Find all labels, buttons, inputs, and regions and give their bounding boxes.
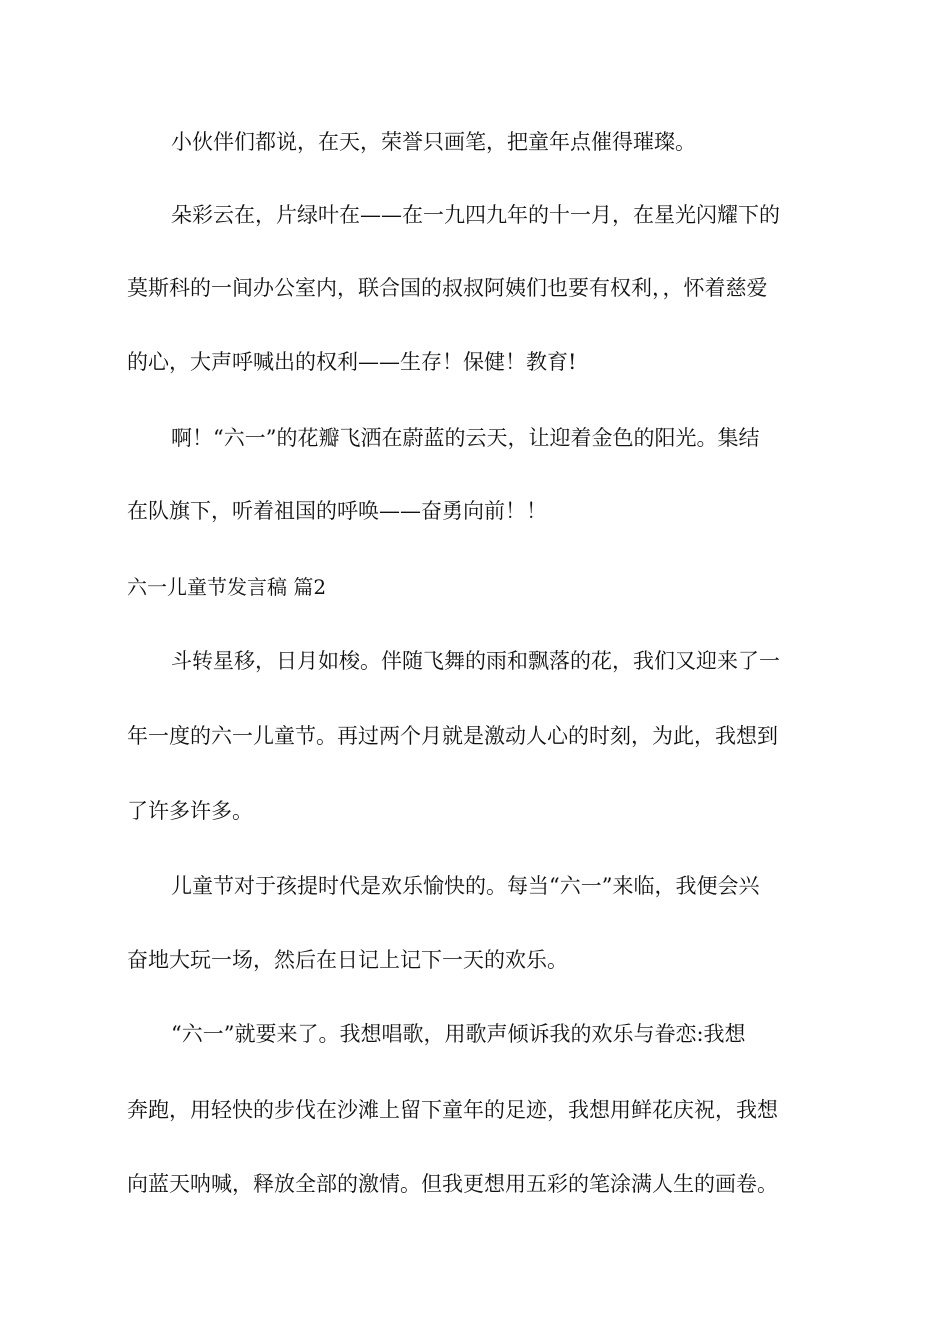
paragraph-line: 儿童节对于孩提时代是欢乐愉快的。每当“六一”来临，我便会兴: [171, 874, 760, 898]
paragraph-line: 小伙伴们都说，在天，荣誉只画笔，把童年点催得璀璨。: [171, 130, 696, 154]
paragraph-line: 斗转星移，日月如梭。伴随飞舞的雨和飘落的花，我们又迎来了一: [171, 649, 780, 673]
paragraph-line: 向蓝天呐喊，释放全部的激情。但我更想用五彩的笔涂满人生的画卷。: [127, 1172, 778, 1196]
paragraph-line: 了许多许多。: [127, 799, 253, 823]
paragraph-line: 在队旗下，听着祖国的呼唤——奋勇向前！！: [127, 499, 547, 523]
paragraph-line: 莫斯科的一间办公室内，联合国的叔叔阿姨们也要有权利，，怀着慈爱: [127, 276, 768, 300]
paragraph-line: 年一度的六一儿童节。再过两个月就是激动人心的时刻，为此，我想到: [127, 724, 778, 748]
paragraph-line: 的心，大声呼喊出的权利——生存！保健！教育!: [127, 350, 577, 374]
paragraph-line: “六一”就要来了。我想唱歌，用歌声倾诉我的欢乐与眷恋:我想: [171, 1022, 746, 1046]
paragraph-line: 奔跑，用轻快的步伐在沙滩上留下童年的足迹，我想用鲜花庆祝，我想: [127, 1098, 778, 1122]
paragraph-line: 朵彩云在，片绿叶在——在一九四九年的十一月，在星光闪耀下的: [171, 203, 780, 227]
paragraph-line: 奋地大玩一场，然后在日记上记下一天的欢乐。: [127, 948, 568, 972]
section-heading: 六一儿童节发言稿 篇2: [127, 575, 327, 599]
paragraph-line: 啊！“六一”的花瓣飞洒在蔚蓝的云天，让迎着金色的阳光。集结: [171, 426, 760, 450]
